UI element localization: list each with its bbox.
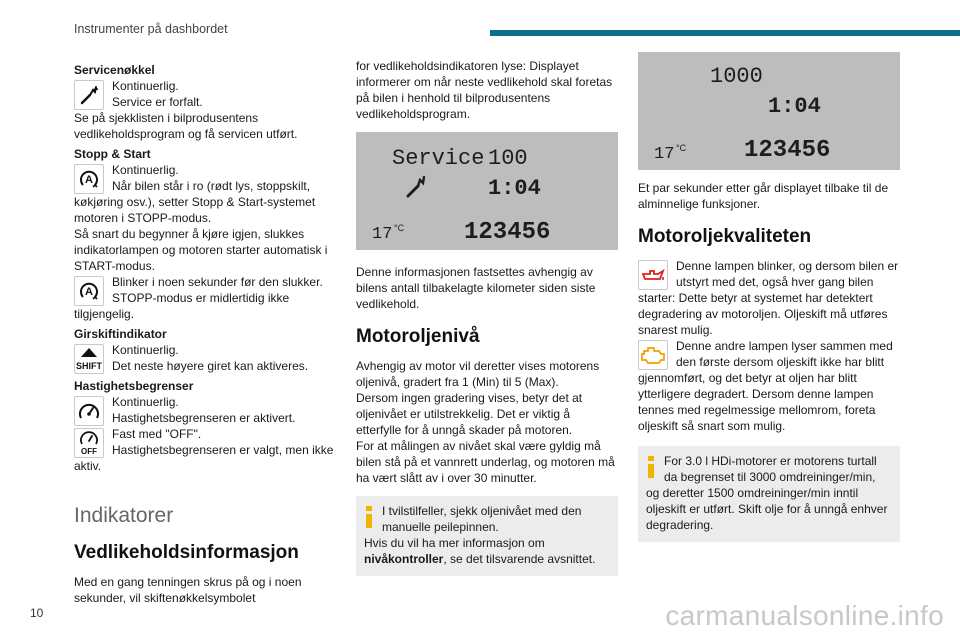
service-display-image — [356, 132, 618, 250]
info-icon — [366, 506, 372, 528]
service-state: Kontinuerlig. — [112, 79, 179, 93]
auto-stop-icon — [74, 164, 104, 194]
display-service-km: 100 — [488, 146, 528, 171]
service-text: Service er forfalt. — [112, 95, 203, 109]
hdi-note — [638, 446, 900, 542]
display-time: 1:04 — [488, 176, 541, 201]
limiter-state-1: Kontinuerlig. — [112, 395, 179, 409]
stopstart-state-1: Kontinuerlig. — [112, 163, 179, 177]
stopstart-row-1 — [74, 162, 342, 226]
stopstart-text-1a: Når bilen står i ro (rødt lys, stoppskilt, køkjøring osv.), setter Stopp & Start-systemet motoren i STOPP-modus. — [74, 179, 316, 225]
maintenance-text-cont: for vedlikeholdsindikatoren lyse: Displayet informerer om når neste vedlikehold skal foretas på bilen i henhold til bilprodusentens vedlikeholdsprogram. — [356, 59, 613, 121]
speed-limiter-off-icon — [74, 428, 104, 458]
oil-text: Denne lampen blinker, og dersom bilen er utstyrt med det, også hver gang bilen starter: Dette betyr at systemet har detektert degradering av motoroljen. Oljeskift må utføres snarest mulig. — [638, 259, 899, 337]
note-link-level-checks: nivåkontroller — [364, 552, 444, 566]
display-back-text: Et par sekunder etter går displayet tilbake til de alminnelige funksjoner. — [638, 181, 889, 211]
limiter-off-label: OFF — [81, 447, 97, 456]
service-text-2: Se på sjekklisten i bilprodusentens vedlikeholdsprogram og få servicen utført. — [74, 111, 298, 141]
page-header-title: Instrumenter på dashbordet — [74, 22, 228, 36]
display2-time: 1:04 — [768, 94, 821, 119]
limiter-state-2: Fast med "OFF". — [112, 427, 202, 441]
stopstart-state-2: Blinker i noen sekunder før den slukker. — [112, 275, 323, 289]
service-key-row — [74, 78, 342, 110]
km-display-image — [638, 52, 900, 170]
speed-limiter-icon — [74, 396, 104, 426]
svg-text:A: A — [85, 286, 93, 298]
oil-can-icon — [638, 260, 668, 290]
service-key-heading: Servicenøkkel — [74, 63, 155, 77]
stopstart-text-2: STOPP-modus er midlertidig ikke tilgjengelig. — [74, 291, 290, 321]
auto-stop-unavailable-icon — [74, 276, 104, 306]
column-2 — [356, 58, 618, 576]
shift-up-icon — [74, 344, 104, 374]
shift-row — [74, 342, 342, 374]
shift-text: Det neste høyere giret kan aktiveres. — [112, 359, 309, 373]
limiter-heading: Hastighetsbegrenser — [74, 379, 194, 393]
stopstart-row-2 — [74, 274, 342, 322]
engine-icon — [638, 340, 668, 370]
oil-level-heading: Motoroljenivå — [356, 326, 480, 347]
limiter-row-2 — [74, 426, 342, 474]
column-3 — [638, 58, 900, 542]
engine-text: Denne andre lampen lyser sammen med den første dersom oljeskift ikke har blitt gjennomført, og det betyr at oljen har blitt ytterligere degradert. Dersom denne lampen tennes med regelmessige mellomrom, foreta oljeskift så snart som mulig. — [638, 339, 893, 433]
shift-state: Kontinuerlig. — [112, 343, 179, 357]
stopstart-heading: Stopp & Start — [74, 147, 151, 161]
display2-temp-unit: °C — [676, 143, 687, 153]
oil-level-text-2: Dersom ingen gradering vises, betyr det at oljenivået er utilstrekkelig. Det er viktig å etterfylle for å unngå skader på motoren. — [356, 391, 583, 437]
oil-level-text-3: For at målingen av nivået skal være gyldig må bilen stå på et vannrett underlag, og motoren må ha vært slått av i over 30 minutter. — [356, 439, 615, 485]
display-temp-unit: °C — [394, 223, 405, 233]
display-service-label: Service — [392, 146, 485, 171]
engine-row — [638, 338, 900, 434]
watermark: carmanualsonline.info — [665, 600, 944, 631]
oil-quality-row — [638, 258, 900, 338]
note-text-1: I tvilstilfeller, sjekk oljenivået med den manuelle peilepinnen. — [382, 504, 582, 534]
display2-temp: 17 — [654, 145, 675, 164]
note-text-2-pre: Hvis du vil ha mer informasjon om — [364, 536, 545, 550]
display-text: Denne informasjonen fastsettes avhengig av bilens antall tilbakelagte kilometer siden siste vedlikehold. — [356, 265, 596, 311]
display-odometer: 123456 — [464, 219, 551, 246]
hdi-note-text: For 3.0 l HDi-motorer er motorens turtall da begrenset til 3000 omdreininger/min, og deretter 1500 omdreininger/min inntil oljeskift er utført. Skift olje for å unngå enhver degradering. — [646, 454, 888, 532]
display-temp: 17 — [372, 225, 393, 244]
maintenance-heading: Vedlikeholdsinformasjon — [74, 542, 299, 563]
note-text-2 — [364, 535, 610, 567]
display-wrench-icon — [408, 177, 424, 196]
display2-odometer: 123456 — [744, 137, 831, 164]
wrench-icon — [74, 80, 104, 110]
limiter-text-2: Hastighetsbegrenseren er valgt, men ikke aktiv. — [74, 443, 334, 473]
stopstart-text-1b: Så snart du begynner å kjøre igjen, slukkes indikatorlampen og motoren starter automatisk i START-modus. — [74, 227, 328, 273]
oil-quality-heading: Motoroljekvaliteten — [638, 226, 812, 247]
page-number: 10 — [30, 606, 44, 620]
shift-icon-label: SHIFT — [76, 361, 102, 371]
header-accent-bar — [490, 30, 960, 36]
note-text-2-post: , se det tilsvarende avsnittet. — [443, 552, 596, 566]
column-1 — [74, 58, 342, 606]
shift-heading: Girskiftindikator — [74, 327, 167, 341]
display2-km: 1000 — [710, 64, 763, 89]
oil-level-text-1: Avhengig av motor vil deretter vises motorens oljenivå, gradert fra 1 (Min) til 5 (Max). — [356, 359, 600, 389]
oil-level-note — [356, 496, 618, 576]
info-icon — [648, 456, 654, 478]
svg-text:A: A — [85, 174, 93, 186]
limiter-text-1: Hastighetsbegrenseren er aktivert. — [112, 411, 296, 425]
limiter-row-1 — [74, 394, 342, 426]
indicators-heading: Indikatorer — [74, 504, 174, 527]
maintenance-text: Med en gang tenningen skrus på og i noen sekunder, vil skiftenøkkelsymbolet — [74, 575, 302, 605]
